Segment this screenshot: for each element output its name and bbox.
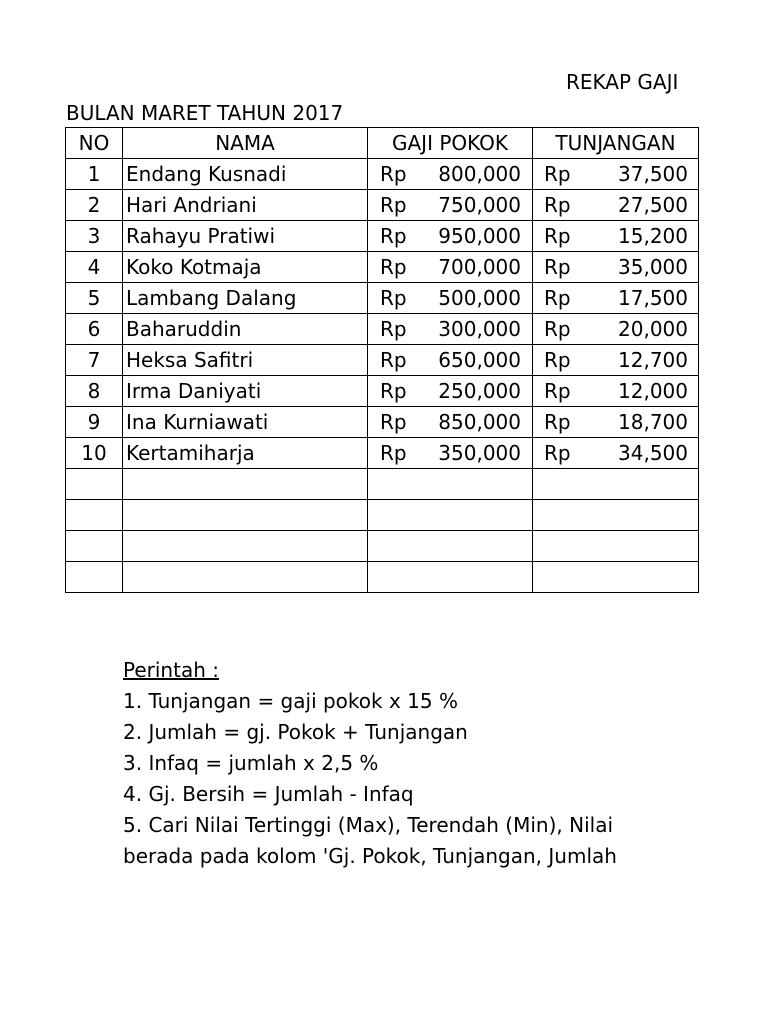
- table-row: [66, 283, 699, 314]
- instruction-item: berada pada kolom 'Gj. Pokok, Tunjangan, Jumlah: [123, 844, 617, 868]
- cell-nama: Ina Kurniawati: [123, 407, 368, 438]
- cell-no: 1: [66, 159, 123, 190]
- cell-nama: Heksa Safitri: [123, 345, 368, 376]
- table-row: [66, 190, 699, 221]
- empty-table-row: [66, 531, 699, 562]
- table-row: [66, 376, 699, 407]
- cell-tunjangan: [533, 469, 699, 500]
- cell-gaji-pokok: [368, 376, 533, 407]
- cell-tunjangan: [533, 407, 699, 438]
- document-subtitle: BULAN MARET TAHUN 2017: [66, 101, 344, 125]
- currency-label: Rp: [380, 286, 407, 310]
- amount-value: 27,500: [618, 193, 688, 217]
- amount-value: 750,000: [438, 193, 521, 217]
- cell-gaji-pokok: [368, 159, 533, 190]
- amount-value: 20,000: [618, 317, 688, 341]
- cell-tunjangan: [533, 376, 699, 407]
- cell-gaji-pokok: [368, 345, 533, 376]
- cell-tunjangan: [533, 283, 699, 314]
- cell-tunjangan: [533, 314, 699, 345]
- currency-label: Rp: [380, 162, 407, 186]
- instructions-block: [123, 655, 698, 872]
- instruction-item: 4. Gj. Bersih = Jumlah - Infaq: [123, 782, 414, 806]
- header-no: NO: [66, 128, 123, 159]
- cell-nama: [123, 469, 368, 500]
- cell-nama: Koko Kotmaja: [123, 252, 368, 283]
- table-row: [66, 159, 699, 190]
- table-row: [66, 221, 699, 252]
- cell-gaji-pokok: [368, 283, 533, 314]
- table-header-row: [66, 128, 699, 159]
- cell-nama: Hari Andriani: [123, 190, 368, 221]
- cell-no: 8: [66, 376, 123, 407]
- currency-label: Rp: [544, 162, 571, 186]
- cell-tunjangan: [533, 438, 699, 469]
- cell-gaji-pokok: [368, 562, 533, 593]
- instruction-item: 3. Infaq = jumlah x 2,5 %: [123, 751, 379, 775]
- cell-no: [66, 500, 123, 531]
- empty-table-row: [66, 500, 699, 531]
- instruction-item: 5. Cari Nilai Tertinggi (Max), Terendah (Min), Nilai: [123, 813, 613, 837]
- amount-value: 650,000: [438, 348, 521, 372]
- table-row: [66, 252, 699, 283]
- cell-nama: [123, 531, 368, 562]
- instruction-item: 1. Tunjangan = gaji pokok x 15 %: [123, 689, 458, 713]
- amount-value: 34,500: [618, 441, 688, 465]
- amount-value: 850,000: [438, 410, 521, 434]
- cell-gaji-pokok: [368, 314, 533, 345]
- cell-gaji-pokok: [368, 531, 533, 562]
- amount-value: 350,000: [438, 441, 521, 465]
- header-nama: NAMA: [123, 128, 368, 159]
- cell-no: 4: [66, 252, 123, 283]
- cell-tunjangan: [533, 562, 699, 593]
- currency-label: Rp: [380, 193, 407, 217]
- table-row: [66, 314, 699, 345]
- cell-no: 3: [66, 221, 123, 252]
- cell-tunjangan: [533, 531, 699, 562]
- amount-value: 18,700: [618, 410, 688, 434]
- amount-value: 37,500: [618, 162, 688, 186]
- cell-no: 2: [66, 190, 123, 221]
- cell-tunjangan: [533, 345, 699, 376]
- amount-value: 300,000: [438, 317, 521, 341]
- amount-value: 700,000: [438, 255, 521, 279]
- table-row: [66, 345, 699, 376]
- salary-table: [65, 127, 699, 593]
- cell-no: 5: [66, 283, 123, 314]
- cell-gaji-pokok: [368, 438, 533, 469]
- currency-label: Rp: [544, 255, 571, 279]
- cell-tunjangan: [533, 221, 699, 252]
- currency-label: Rp: [380, 410, 407, 434]
- currency-label: Rp: [380, 348, 407, 372]
- cell-no: [66, 562, 123, 593]
- cell-no: 6: [66, 314, 123, 345]
- table-row: [66, 438, 699, 469]
- amount-value: 12,700: [618, 348, 688, 372]
- cell-nama: Baharuddin: [123, 314, 368, 345]
- table-body: [66, 159, 699, 593]
- cell-gaji-pokok: [368, 500, 533, 531]
- header-tunjangan: TUNJANGAN: [533, 128, 699, 159]
- cell-gaji-pokok: [368, 252, 533, 283]
- document-title: REKAP GAJI: [566, 70, 679, 94]
- currency-label: Rp: [544, 317, 571, 341]
- empty-table-row: [66, 562, 699, 593]
- cell-gaji-pokok: [368, 407, 533, 438]
- currency-label: Rp: [380, 441, 407, 465]
- currency-label: Rp: [380, 255, 407, 279]
- amount-value: 15,200: [618, 224, 688, 248]
- cell-no: [66, 469, 123, 500]
- amount-value: 17,500: [618, 286, 688, 310]
- amount-value: 950,000: [438, 224, 521, 248]
- currency-label: Rp: [544, 224, 571, 248]
- amount-value: 35,000: [618, 255, 688, 279]
- instructions-heading: Perintah :: [123, 658, 219, 682]
- instruction-item: 2. Jumlah = gj. Pokok + Tunjangan: [123, 720, 468, 744]
- currency-label: Rp: [544, 348, 571, 372]
- currency-label: Rp: [544, 193, 571, 217]
- currency-label: Rp: [544, 410, 571, 434]
- cell-nama: Rahayu Pratiwi: [123, 221, 368, 252]
- currency-label: Rp: [380, 379, 407, 403]
- cell-no: 10: [66, 438, 123, 469]
- cell-no: 7: [66, 345, 123, 376]
- cell-gaji-pokok: [368, 221, 533, 252]
- amount-value: 500,000: [438, 286, 521, 310]
- currency-label: Rp: [544, 286, 571, 310]
- currency-label: Rp: [380, 224, 407, 248]
- cell-nama: Endang Kusnadi: [123, 159, 368, 190]
- cell-nama: [123, 500, 368, 531]
- cell-no: 9: [66, 407, 123, 438]
- amount-value: 800,000: [438, 162, 521, 186]
- cell-gaji-pokok: [368, 469, 533, 500]
- cell-tunjangan: [533, 190, 699, 221]
- cell-tunjangan: [533, 500, 699, 531]
- cell-gaji-pokok: [368, 190, 533, 221]
- currency-label: Rp: [544, 441, 571, 465]
- empty-table-row: [66, 469, 699, 500]
- amount-value: 250,000: [438, 379, 521, 403]
- currency-label: Rp: [544, 379, 571, 403]
- cell-nama: Irma Daniyati: [123, 376, 368, 407]
- cell-tunjangan: [533, 252, 699, 283]
- currency-label: Rp: [380, 317, 407, 341]
- amount-value: 12,000: [618, 379, 688, 403]
- cell-nama: Kertamiharja: [123, 438, 368, 469]
- cell-no: [66, 531, 123, 562]
- cell-nama: Lambang Dalang: [123, 283, 368, 314]
- header-gaji-pokok: GAJI POKOK: [368, 128, 533, 159]
- cell-tunjangan: [533, 159, 699, 190]
- table-row: [66, 407, 699, 438]
- cell-nama: [123, 562, 368, 593]
